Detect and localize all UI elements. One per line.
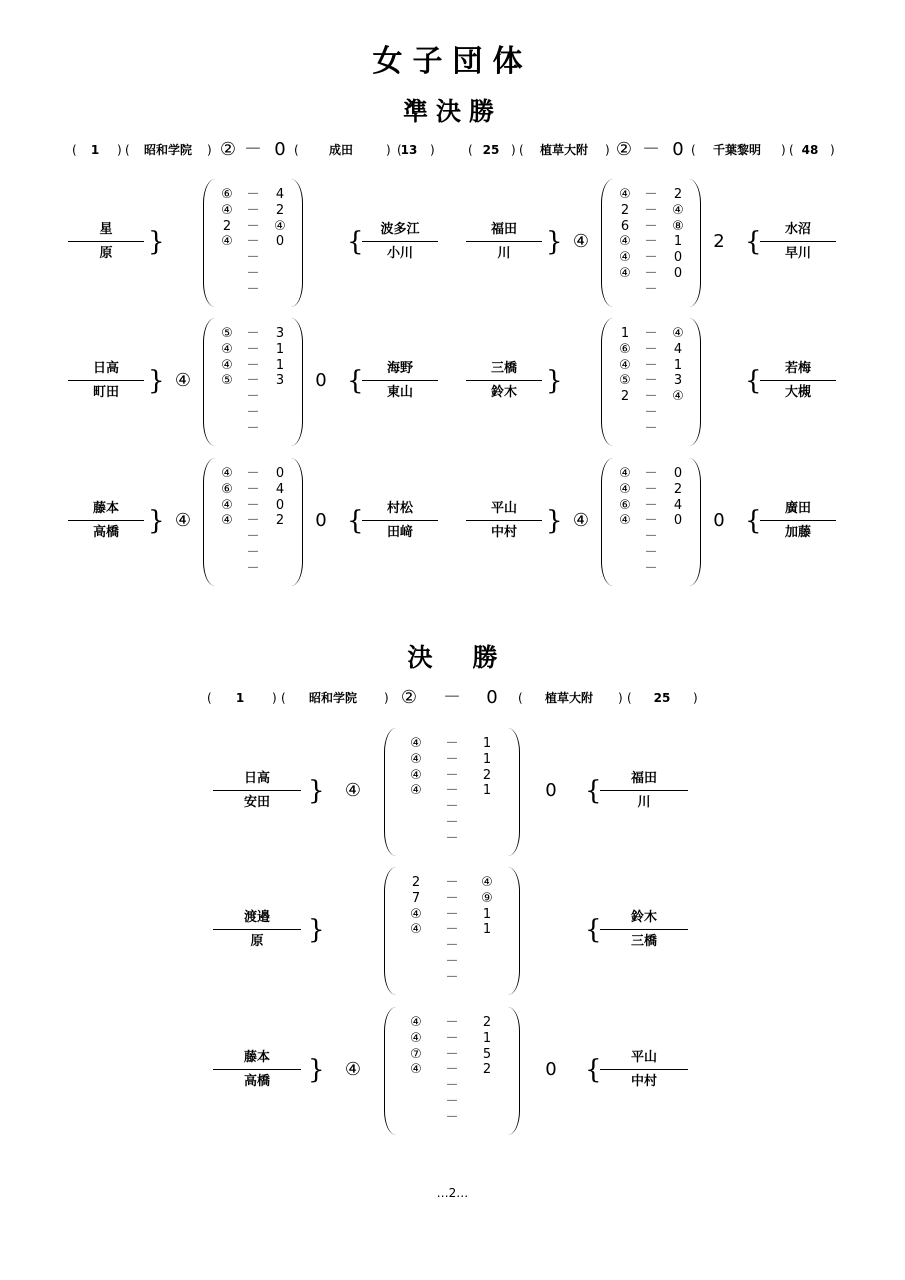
game-score-left: ④ (619, 513, 631, 529)
game-score-dash: － (246, 466, 260, 481)
right-pair-score: 2 (713, 231, 725, 252)
player-name: 鈴木 (490, 385, 517, 400)
game-score-left: ⑥ (221, 481, 233, 497)
match-header (0, 138, 905, 162)
game-score-right: 1 (482, 1030, 492, 1046)
left-brace: { (347, 366, 364, 396)
game-score-right: 2 (673, 187, 683, 202)
final-title: 決勝 (407, 643, 538, 672)
game-score-right: 4 (275, 481, 285, 497)
game-score-right: 1 (275, 341, 285, 357)
game-score-left: ⑥ (619, 497, 631, 513)
right-seed: 13 (400, 143, 418, 157)
player-name: 藤本 (92, 501, 119, 516)
game-score-dash: － (246, 357, 260, 373)
game-score-dash: － (644, 234, 658, 250)
pair-divider (362, 380, 438, 381)
right-pair (600, 770, 688, 812)
player-name: 水沼 (784, 222, 811, 237)
game-score-dash: － (246, 513, 260, 529)
game-score-left: ④ (410, 1030, 422, 1046)
game-score-right: 2 (275, 202, 285, 218)
player-name: 廣田 (784, 501, 811, 516)
game-score-dash: － (644, 513, 658, 529)
game-score-left: ⑦ (410, 1046, 422, 1062)
game-score-dash: － (644, 560, 658, 576)
game-score-dash: － (445, 783, 459, 799)
game-score-right: 1 (482, 906, 492, 922)
away-team-score: 0 (486, 687, 498, 708)
game-score-left: ⑤ (619, 373, 631, 389)
pair-divider (600, 929, 688, 930)
game-score-left: ⑤ (221, 373, 233, 389)
paren: ) (207, 143, 212, 157)
pair-divider (466, 380, 542, 381)
left-pair-score: ④ (572, 510, 590, 531)
left-seed: 1 (90, 143, 100, 157)
game-score-dash: － (445, 922, 459, 938)
player-name: 日高 (243, 771, 270, 786)
game-score-right: 2 (673, 481, 683, 497)
game-score-dash: － (445, 1094, 459, 1109)
right-team-name: 千葉黎明 (712, 143, 762, 157)
game-score-dash: － (246, 529, 260, 545)
game-score-dash: － (246, 187, 260, 202)
game-score-dash: － (644, 420, 658, 436)
game-score-dash: － (246, 281, 260, 297)
paren: ) (272, 691, 277, 705)
game-score-right: 2 (275, 513, 285, 529)
paren: ) (386, 143, 391, 157)
left-pair-score: ④ (572, 231, 590, 252)
game-score-dash: － (644, 202, 658, 218)
left-pair (213, 1049, 301, 1091)
pair-divider (362, 520, 438, 521)
pair-divider (760, 241, 836, 242)
game-score-right: 4 (673, 497, 683, 513)
game-score-dash: － (445, 938, 459, 954)
game-score-dash: － (644, 405, 658, 420)
pair-divider (68, 520, 144, 521)
paren: ( (519, 143, 524, 157)
pair-divider (466, 241, 542, 242)
player-name: 三橋 (490, 361, 517, 376)
game-score-dash: － (644, 326, 658, 341)
game-score-right: ④ (672, 389, 684, 405)
game-score-dash: － (246, 266, 260, 281)
left-pair (213, 909, 301, 951)
left-brace: { (745, 366, 762, 396)
game-score-left: ④ (221, 497, 233, 513)
game-score-right: 3 (275, 373, 285, 389)
right-team-name: 植草大附 (544, 691, 594, 705)
pair-divider (213, 1069, 301, 1070)
game-score-right: 1 (482, 736, 492, 751)
game-score-dash: － (644, 373, 658, 389)
game-score-dash: － (246, 218, 260, 234)
game-score-left: ④ (410, 1062, 422, 1078)
game-score-left: ④ (221, 341, 233, 357)
game-score-left: ④ (221, 357, 233, 373)
game-score-left: 7 (411, 890, 421, 906)
score-dash: － (443, 687, 461, 708)
game-score-left: ④ (619, 357, 631, 373)
game-score-dash: － (246, 389, 260, 405)
right-pair-score: 0 (545, 1059, 557, 1080)
player-name: 町田 (92, 385, 119, 400)
paren: ) (117, 143, 122, 157)
pair-divider (68, 241, 144, 242)
game-score-dash: － (445, 830, 459, 846)
game-score-dash: － (644, 218, 658, 234)
paren: ) (781, 143, 786, 157)
player-name: 原 (250, 934, 264, 949)
player-name: 三橋 (630, 934, 657, 949)
right-brace: } (546, 366, 563, 396)
game-score-dash: － (246, 373, 260, 389)
game-score-left: ⑥ (619, 341, 631, 357)
score-dash: － (642, 139, 660, 160)
game-score-right: 1 (482, 922, 492, 938)
left-pair-score: ④ (344, 780, 362, 801)
left-brace: { (347, 506, 364, 536)
right-seed: 48 (801, 143, 819, 157)
player-name: 加藤 (784, 525, 811, 540)
player-name: 海野 (386, 361, 413, 376)
game-score-left: ④ (619, 266, 631, 281)
player-name: 平山 (630, 1050, 657, 1065)
game-score-dash: － (644, 281, 658, 297)
game-score-dash: － (445, 875, 459, 890)
left-seed: 25 (482, 143, 500, 157)
game-score-dash: － (246, 545, 260, 560)
away-team-score: 0 (274, 139, 286, 160)
right-pair-score: 0 (315, 510, 327, 531)
game-score-right: 4 (275, 187, 285, 202)
player-name: 川 (637, 795, 651, 810)
home-team-score: ② (219, 139, 237, 160)
game-score-left: ④ (221, 234, 233, 250)
game-score-left: ④ (410, 751, 422, 767)
game-score-dash: － (644, 545, 658, 560)
game-score-left: 2 (620, 389, 630, 405)
game-score-left: ④ (410, 736, 422, 751)
right-pair (760, 500, 836, 542)
right-brace: } (546, 227, 563, 257)
paren: ( (294, 143, 299, 157)
game-score-dash: － (445, 767, 459, 783)
game-score-right: 3 (275, 326, 285, 341)
player-name: 鈴木 (630, 910, 657, 925)
right-pair (362, 360, 438, 402)
game-score-right: 1 (482, 783, 492, 799)
game-score-dash: － (445, 1015, 459, 1030)
player-name: 若梅 (784, 361, 811, 376)
game-score-left: 1 (620, 326, 630, 341)
game-score-dash: － (644, 466, 658, 481)
right-pair-score: 0 (315, 370, 327, 391)
game-score-dash: － (246, 326, 260, 341)
player-name: 東山 (386, 385, 413, 400)
paren: ) (430, 143, 435, 157)
game-score-dash: － (445, 736, 459, 751)
game-score-left: ④ (619, 250, 631, 266)
right-pair (362, 221, 438, 263)
left-pair (68, 221, 144, 263)
pair-divider (213, 929, 301, 930)
game-score-right: 1 (482, 751, 492, 767)
game-score-dash: － (644, 389, 658, 405)
paren: ( (627, 691, 632, 705)
game-score-dash: － (644, 187, 658, 202)
pair-divider (760, 380, 836, 381)
game-score-dash: － (246, 405, 260, 420)
left-brace: { (585, 1055, 602, 1085)
paren: ) (618, 691, 623, 705)
game-score-right: 0 (275, 466, 285, 481)
game-score-left: ④ (410, 767, 422, 783)
game-score-dash: － (445, 954, 459, 969)
player-name: 村松 (386, 501, 413, 516)
player-name: 日高 (92, 361, 119, 376)
left-brace: { (745, 506, 762, 536)
right-pair (760, 360, 836, 402)
paren: ) (605, 143, 610, 157)
paren: ( (789, 143, 794, 157)
game-score-right: ④ (672, 202, 684, 218)
game-score-right: 1 (673, 234, 683, 250)
game-score-dash: － (445, 1030, 459, 1046)
semifinal-title: 準決勝 (402, 97, 502, 126)
game-score-left: ④ (221, 513, 233, 529)
game-score-left: ④ (619, 187, 631, 202)
page-title: 女子団体 (372, 44, 533, 79)
right-brace: } (546, 506, 563, 536)
left-pair (466, 221, 542, 263)
paren: ( (518, 691, 523, 705)
pair-divider (213, 790, 301, 791)
paren: ( (691, 143, 696, 157)
game-score-right: 3 (673, 373, 683, 389)
game-score-dash: － (246, 341, 260, 357)
player-name: 高橋 (243, 1074, 270, 1089)
game-score-dash: － (246, 497, 260, 513)
player-name: 田﨑 (386, 525, 413, 540)
game-score-dash: － (445, 1046, 459, 1062)
paren: ( (125, 143, 130, 157)
game-score-dash: － (445, 751, 459, 767)
away-team-score: 0 (672, 139, 684, 160)
game-score-left: 2 (411, 875, 421, 890)
game-score-left: 2 (620, 202, 630, 218)
game-score-left: ④ (619, 481, 631, 497)
game-score-right: 0 (673, 250, 683, 266)
game-score-dash: － (246, 420, 260, 436)
game-score-dash: － (246, 234, 260, 250)
pair-divider (600, 790, 688, 791)
game-score-dash: － (445, 969, 459, 985)
right-pair-score: 0 (545, 780, 557, 801)
right-brace: } (148, 366, 165, 396)
game-score-left: ⑥ (221, 187, 233, 202)
player-name: 川 (497, 246, 511, 261)
paren: ( (281, 691, 286, 705)
game-score-right: 5 (482, 1046, 492, 1062)
right-brace: } (148, 506, 165, 536)
game-score-dash: － (644, 341, 658, 357)
game-score-left: ④ (410, 906, 422, 922)
player-name: 小川 (386, 246, 413, 261)
game-score-left: ④ (410, 1015, 422, 1030)
left-seed: 1 (235, 691, 245, 705)
game-score-right: 1 (673, 357, 683, 373)
game-score-right: 0 (275, 497, 285, 513)
score-dash: － (244, 139, 262, 160)
game-score-left: ④ (619, 234, 631, 250)
game-score-dash: － (246, 202, 260, 218)
right-pair-score: 0 (713, 510, 725, 531)
left-brace: { (585, 776, 602, 806)
game-score-left: ⑤ (221, 326, 233, 341)
paren: ( (468, 143, 473, 157)
paren: ( (207, 691, 212, 705)
game-score-dash: － (445, 1078, 459, 1094)
left-pair (68, 360, 144, 402)
player-name: 平山 (490, 501, 517, 516)
right-pair (362, 500, 438, 542)
player-name: 波多江 (380, 222, 420, 237)
left-brace: { (347, 227, 364, 257)
game-score-dash: － (644, 481, 658, 497)
game-score-dash: － (445, 1109, 459, 1125)
left-team-name: 昭和学院 (308, 691, 358, 705)
paren: ) (830, 143, 835, 157)
player-name: 中村 (490, 525, 517, 540)
game-score-left: 6 (620, 218, 630, 234)
right-brace: } (308, 1055, 325, 1085)
pair-divider (466, 520, 542, 521)
game-score-dash: － (445, 906, 459, 922)
left-team-name: 植草大附 (539, 143, 589, 157)
page-number: …2… (436, 1186, 469, 1200)
pair-divider (760, 520, 836, 521)
player-name: 高橋 (92, 525, 119, 540)
game-score-dash: － (644, 266, 658, 281)
home-team-score: ② (400, 687, 418, 708)
paren: ) (384, 691, 389, 705)
player-name: 福田 (630, 771, 657, 786)
player-name: 渡邉 (243, 910, 270, 925)
game-score-right: 2 (482, 1015, 492, 1030)
player-name: 福田 (490, 222, 517, 237)
game-score-left: ④ (619, 466, 631, 481)
game-score-right: ⑧ (672, 218, 684, 234)
paren: ) (511, 143, 516, 157)
game-score-right: 4 (673, 341, 683, 357)
game-score-dash: － (246, 481, 260, 497)
pair-divider (600, 1069, 688, 1070)
left-pair (213, 770, 301, 812)
pair-divider (362, 241, 438, 242)
game-score-left: ④ (410, 922, 422, 938)
game-score-dash: － (445, 1062, 459, 1078)
game-score-right: 0 (275, 234, 285, 250)
game-score-right: 2 (482, 1062, 492, 1078)
left-pair (466, 500, 542, 542)
player-name: 早川 (784, 246, 811, 261)
game-score-right: ④ (672, 326, 684, 341)
game-score-right: ④ (481, 875, 493, 890)
game-score-right: 0 (673, 266, 683, 281)
left-pair-score: ④ (174, 510, 192, 531)
game-score-right: 2 (482, 767, 492, 783)
left-brace: { (745, 227, 762, 257)
game-score-right: 1 (275, 357, 285, 373)
right-brace: } (308, 776, 325, 806)
player-name: 中村 (630, 1074, 657, 1089)
home-team-score: ② (615, 139, 633, 160)
left-pair-score: ④ (344, 1059, 362, 1080)
right-team-name: 成田 (328, 143, 354, 157)
right-brace: } (148, 227, 165, 257)
game-score-right: 0 (673, 466, 683, 481)
game-score-dash: － (644, 357, 658, 373)
game-score-left: ④ (221, 466, 233, 481)
right-pair (600, 1049, 688, 1091)
game-score-right: ④ (274, 218, 286, 234)
player-name: 安田 (243, 795, 270, 810)
left-pair-score: ④ (174, 370, 192, 391)
game-score-left: 2 (222, 218, 232, 234)
pair-divider (68, 380, 144, 381)
player-name: 原 (99, 246, 113, 261)
player-name: 藤本 (243, 1050, 270, 1065)
game-score-left: ④ (221, 202, 233, 218)
game-score-left: ④ (410, 783, 422, 799)
paren: ( (397, 143, 402, 157)
game-score-dash: － (445, 799, 459, 815)
right-brace: } (308, 915, 325, 945)
paren: ) (693, 691, 698, 705)
left-pair (68, 500, 144, 542)
game-score-dash: － (644, 250, 658, 266)
right-pair (600, 909, 688, 951)
match-header (0, 686, 905, 710)
game-score-dash: － (246, 560, 260, 576)
paren: ( (72, 143, 77, 157)
player-name: 大槻 (784, 385, 811, 400)
right-seed: 25 (653, 691, 671, 705)
left-team-name: 昭和学院 (143, 143, 193, 157)
right-pair (760, 221, 836, 263)
game-score-dash: － (246, 250, 260, 266)
game-score-dash: － (445, 815, 459, 830)
player-name: 星 (99, 222, 113, 237)
left-pair (466, 360, 542, 402)
game-score-dash: － (644, 529, 658, 545)
game-score-dash: － (445, 890, 459, 906)
game-score-right: 0 (673, 513, 683, 529)
game-score-right: ⑨ (481, 890, 493, 906)
game-score-dash: － (644, 497, 658, 513)
left-brace: { (585, 915, 602, 945)
